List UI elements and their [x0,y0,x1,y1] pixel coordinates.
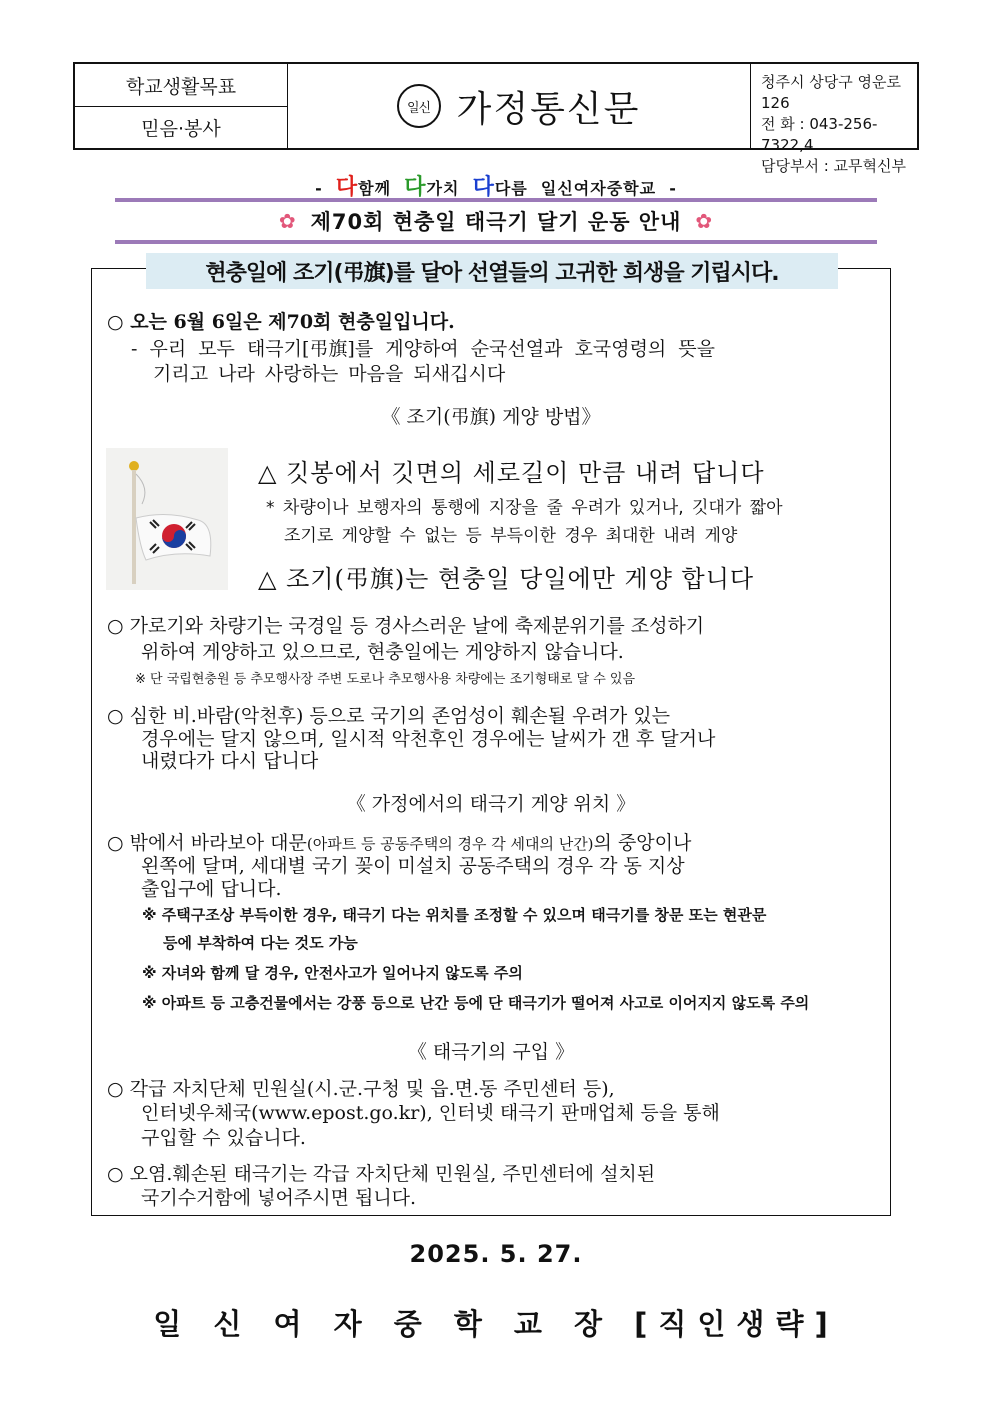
street-line-2: 위하여 게양하고 있으므로, 현충일에는 게양하지 않습니다. [141,641,624,663]
purchase-line-4: ○ 오염.훼손된 태극기는 각급 자치단체 민원실, 주민센터에 설치된 [107,1163,656,1185]
issue-date: 2025. 5. 27. [409,1240,583,1268]
school-phone: 전 화 : 043-256-7322,4 [761,115,878,154]
half-mast-flag-icon [106,448,228,590]
logo-text: 일신 [406,100,431,116]
motto-value: 믿음·봉사 [141,117,221,140]
home-note-1a: ※ 주택구조상 부득이한 경우, 태극기 다는 위치를 조정할 수 있으며 태극기를 창문 또는 현관문 [142,906,767,924]
school-address: 청주시 상당구 영운로 126 [761,73,901,112]
home-note-1b: 등에 부착하여 다는 것도 가능 [163,934,358,952]
section-title-method: 《 조기(弔旗) 게양 방법》 [381,406,601,428]
home-line-3: 출입구에 답니다. [141,878,282,900]
weather-line-1: ○ 심한 비.바람(악천후) 등으로 국기의 존엄성이 훼손될 우려가 있는 [107,705,670,727]
contact-cell [751,64,917,175]
half-mast-flag-image [106,448,228,590]
home-note-3: ※ 아파트 등 고층건물에서는 강풍 등으로 난간 등에 단 태극기가 떨어져 사고로 이어지지 않도록 주의 [142,994,810,1012]
home-line-2: 왼쪽에 달며, 세대별 국기 꽂이 미설치 공동주택의 경우 각 동 지상 [141,855,685,877]
method-tri-2: △ 조기(弔旗)는 현충일 당일에만 게양 합니다 [258,565,755,593]
slogan-da-3: 다 [472,175,495,200]
home-line-1: ○ 밖에서 바라보아 대문(아파트 등 공동주택의 경우 각 세대의 난간)의 중앙이나 [107,832,692,854]
section-title-home: 《 가정에서의 태극기 게양 위치 》 [346,793,636,815]
motto-label: 학교생활목표 [75,64,287,107]
method-tri-1: △ 깃봉에서 깃면의 세로길이 만큼 내려 답니다 [258,459,765,487]
principal-signature: 일 신 여 자 중 학 교 장 [직인생략] [153,1307,839,1341]
home-note-2: ※ 자녀와 함께 달 경우, 안전사고가 일어나지 않도록 주의 [142,964,523,982]
intro-line-2: - 우리 모두 태극기[弔旗]를 게양하여 순국선열과 호국영령의 뜻을 [131,338,716,360]
section-title-purchase: 《 태극기의 구입 》 [407,1041,575,1063]
slogan-da-2: 다 [404,175,427,200]
method-star-1: * 차량이나 보행자의 통행에 지장을 줄 우려가 있거나, 깃대가 짧아 [266,498,783,518]
purchase-line-1: ○ 각급 자치단체 민원실(시.군.구청 및 읍.면.동 주민센터 등), [107,1078,615,1100]
street-line-1: ○ 가로기와 차량기는 국경일 등 경사스러운 날에 축제분위기를 조성하기 [107,615,705,637]
department: 담당부서 : 교무혁신부 [761,157,907,175]
purchase-line-5: 국기수거함에 넣어주시면 됩니다. [141,1187,417,1209]
intro-line-3: 기리고 나라 사랑하는 마음을 되새깁시다 [153,363,506,385]
flower-icon: ✿ [695,209,714,233]
notice-title: 제70회 현충일 태극기 달기 운동 안내 [310,210,682,234]
document-title: 가정통신문 [456,88,641,130]
header-table [73,62,919,175]
purchase-line-2: 인터넷우체국(www.epost.go.kr), 인터넷 태극기 판매업체 등을 통해 [141,1102,720,1124]
weather-line-3: 내렸다가 다시 답니다 [141,750,319,772]
school-slogan: - 다함께 다가치 다다름 일신여자중학교 - [315,175,677,200]
slogan-school: 일신여자중학교 [540,179,657,198]
school-logo [397,84,441,128]
slogan-da-1: 다 [335,175,359,200]
intro-line-1: ○ 오는 6월 6일은 제70회 현충일입니다. [107,311,455,333]
flower-icon: ✿ [278,209,297,233]
motto-cell [75,64,288,148]
purchase-line-3: 구입할 수 있습니다. [141,1127,306,1149]
title-cell [287,64,751,148]
street-note: ※ 단 국립현충원 등 추모행사장 주변 도로나 추모행사용 차량에는 조기형태로 달 수 있음 [135,672,636,687]
method-star-2: 조기로 게양할 수 없는 등 부득이한 경우 최대한 내려 게양 [284,526,738,546]
weather-line-2: 경우에는 달지 않으며, 일시적 악천후인 경우에는 날씨가 갠 후 달거나 [141,728,716,750]
banner: 현충일에 조기(弔旗)를 달아 선열들의 고귀한 희생을 기립시다. [146,253,838,289]
notice-title-band [115,198,877,244]
